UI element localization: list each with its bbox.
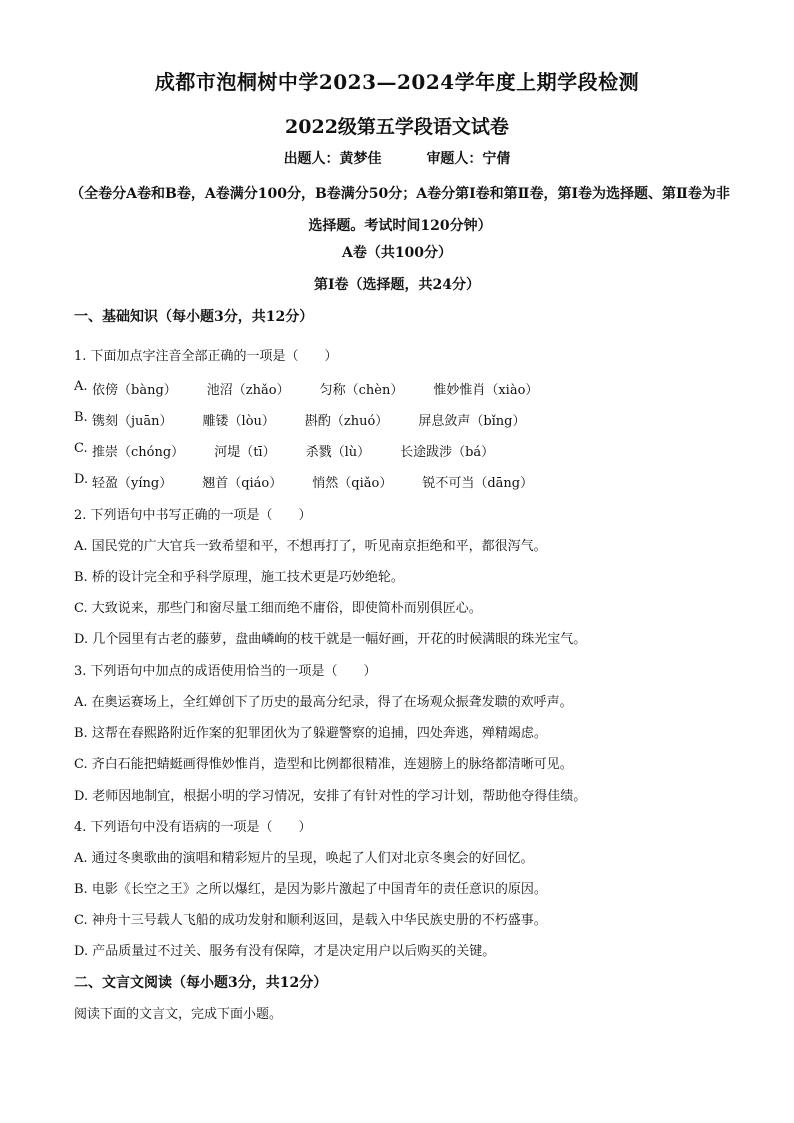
option-label: B. [74, 410, 88, 425]
option-word: 池沼（zhǎo） [206, 383, 290, 398]
option-word: 锐不可当（dāng） [422, 476, 534, 491]
q1-stem: 1. 下面加点字注音全部正确的一项是（ ） [74, 349, 338, 364]
part1-heading: 第Ⅰ卷（选择题，共24分） [313, 277, 481, 293]
q2-stem: 2. 下列语句中书写正确的一项是（ ） [74, 508, 312, 523]
q2-option-d: D. 几个园里有古老的藤萝，盘曲嶙峋的枝干就是一幅好画，开花的时候满眼的珠光宝气。 [74, 632, 587, 647]
volume-a-heading: A卷（共100分） [341, 245, 453, 261]
setter-label: 出题人：黄梦佳 [283, 151, 382, 167]
q2-option-a: A. 国民党的广大官兵一致希望和平，不想再打了，听见南京拒绝和平，都很泻气。 [74, 539, 547, 554]
option-word: 推崇（chóng） [92, 445, 185, 460]
q3-option-b: B. 这帮在春熙路附近作案的犯罪团伙为了躲避警察的追捕，四处奔逃，殚精竭虑。 [74, 726, 547, 741]
q1-option-d [74, 472, 563, 491]
section2-heading: 二、文言文阅读（每小题3分，共12分） [74, 975, 328, 991]
option-label: C. [74, 441, 88, 456]
q1-option-b [74, 410, 556, 429]
q4-stem: 4. 下列语句中没有语病的一项是（ ） [74, 820, 312, 835]
q4-option-b: B. 电影《长空之王》之所以爆红，是因为影片激起了中国青年的责任意识的原因。 [74, 882, 547, 897]
q4-option-a: A. 通过冬奥歌曲的演唱和精彩短片的呈现，唤起了人们对北京冬奥会的好回忆。 [74, 851, 534, 866]
reviewer-label: 审题人：宁倩 [426, 151, 511, 167]
option-label: D. [74, 472, 89, 487]
q2-option-b: B. 桥的设计完全和乎科学原理，施工技术更是巧妙绝轮。 [74, 570, 404, 585]
option-word: 惟妙惟肖（xiào） [433, 383, 539, 398]
option-word: 河堤（tī） [214, 445, 276, 460]
q4-option-c: C. 神舟十三号载人飞船的成功发射和顺利返回，是载入中华民族史册的不朽盛事。 [74, 913, 547, 928]
q4-option-d: D. 产品质量过不过关、服务有没有保障，才是决定用户以后购买的关键。 [74, 944, 496, 959]
section1-heading: 一、基础知识（每小题3分，共12分） [74, 309, 314, 325]
exam-note: （全卷分A卷和B卷，A卷满分100分，B卷满分50分；A卷分第Ⅰ卷和第Ⅱ卷，第Ⅰ卷为选择题、第Ⅱ卷为非选择题。考试时间120分钟） [70, 186, 730, 234]
option-word: 雕镂（lòu） [202, 414, 275, 429]
q3-stem: 3. 下列语句中加点的成语使用恰当的一项是（ ） [74, 664, 377, 679]
q3-option-a: A. 在奥运赛场上，全红婵创下了历史的最高分纪录，得了在场观众振聋发聩的欢呼声。 [74, 695, 573, 710]
exam-authors [0, 148, 794, 168]
q2-option-c: C. 大致说来，那些门和窗尽量工细而绝不庸俗，即使简朴而别俱匠心。 [74, 601, 482, 616]
q3-option-d: D. 老师因地制宜，根据小明的学习情况，安排了有针对性的学习计划，帮助他夺得佳绩。 [74, 789, 587, 804]
option-word: 屏息敛声（bǐng） [418, 414, 526, 429]
q1-option-c [74, 441, 524, 460]
q3-option-c: C. 齐白石能把蜻蜓画得惟妙惟肖，造型和比例都很精准，连翅膀上的脉络都清晰可见。 [74, 757, 573, 772]
option-word: 长途跋涉（bá） [400, 445, 495, 460]
exam-title-line1: 成都市泡桐树中学2023—2024学年度上期学段检测 [154, 70, 640, 94]
option-word: 依傍（bàng） [92, 383, 177, 398]
option-word: 杀戮（lù） [305, 445, 371, 460]
option-word: 悄然（qiǎo） [312, 476, 393, 491]
option-word: 镌刻（juān） [92, 414, 173, 429]
option-word: 斟酌（zhuó） [304, 414, 389, 429]
q1-option-a [74, 379, 568, 398]
option-word: 匀称（chèn） [319, 383, 404, 398]
option-label: A. [74, 379, 88, 394]
option-word: 轻盈（yíng） [92, 476, 173, 491]
section2-intro: 阅读下面的文言文，完成下面小题。 [74, 1007, 283, 1022]
exam-title-line2: 2022级第五学段语文试卷 [285, 116, 509, 138]
option-word: 翘首（qiáo） [202, 476, 283, 491]
